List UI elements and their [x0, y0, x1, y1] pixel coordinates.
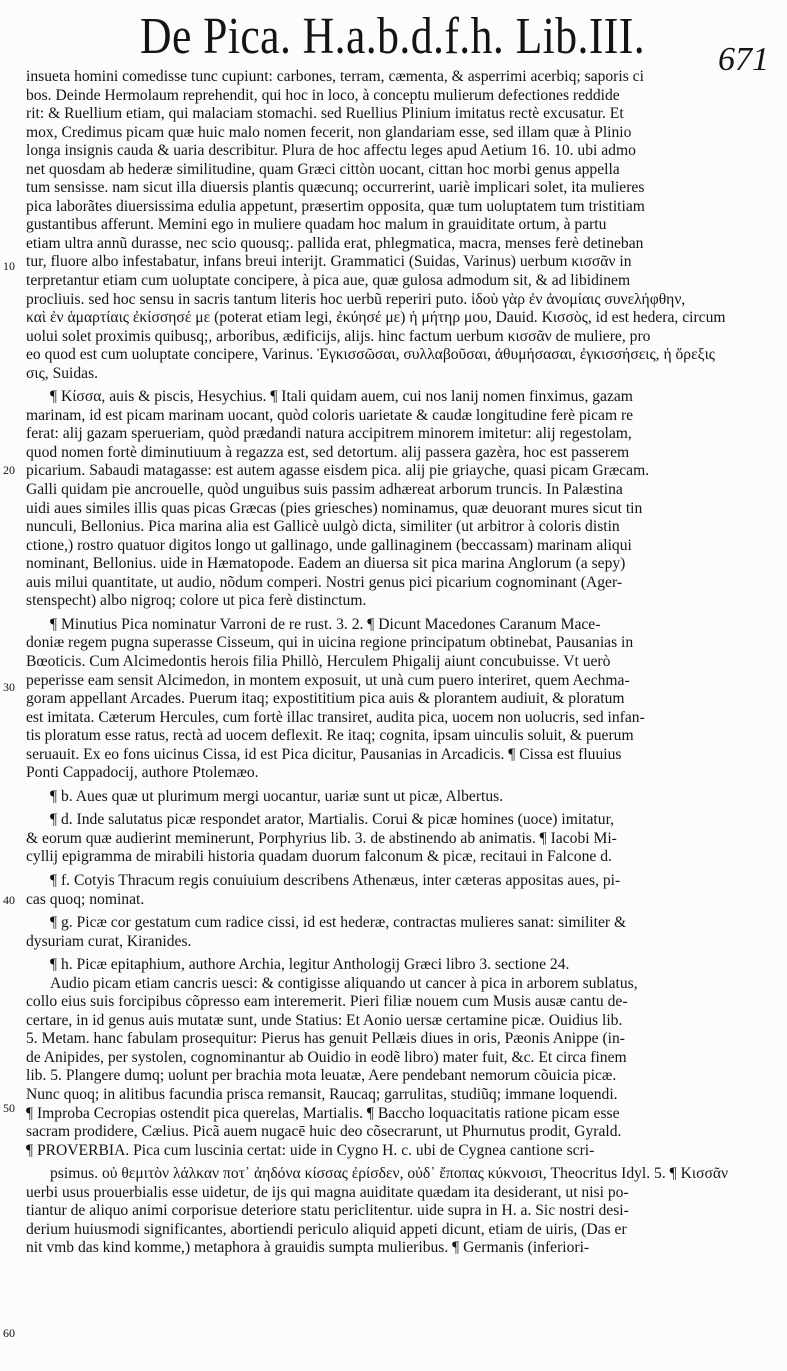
- text-line: lib. 5. Plangere dumq; uolunt per brachia mota leuatæ, Aere pendebant nemorum cõuicia picæ.: [26, 1067, 617, 1085]
- text-line: uolui solet proximis quibusq;, arboribus, ædificijs, alijs. hinc factum uerbum κισσᾶν de muliere, pro: [26, 327, 651, 345]
- text-line: seruauit. Ex eo fons uicinus Cissa, id est Pica dicitur, Pausanias in Arcadicis. ¶ Cissa est fluuius: [26, 745, 622, 763]
- text-line: tis ploratum esse ratus, rectà ad uocem deflexit. Re itaq; cognita, ipsam uinculis soluit, & puerum: [26, 727, 634, 745]
- text-line: ¶ PROVERBIA. Pica cum luscinia certat: uide in Cygno H. c. ubi de Cygnea cantione scri-: [26, 1141, 595, 1159]
- text-line: Nunc quoq; in alitibus facundia prisca remansit, Raucaq; garrulitas, studiũq; immane loquendi.: [26, 1085, 618, 1103]
- paragraph-start-line: ¶ f. Cotyis Thracum regis conuiuium describens Athenæus, inter cæteras appositas aues, pi-: [50, 871, 621, 889]
- paragraph-start-line: ¶ h. Picæ epitaphium, authore Archia, legitur Anthologij Græci libro 3. sectione 24.: [50, 956, 570, 974]
- text-line: insueta homini comedisse tunc cupiunt: carbones, terram, cæmenta, & asperrimi acerbiq; saporis ci: [26, 68, 644, 85]
- text-line: marinam, id est picam marinam uocant, quòd coloris uarietate & caudæ longitudine ferè picam re: [26, 406, 634, 424]
- text-line: longa insignis cauda & uaria describitur. Plura de hoc affectu leges apud Aetium 16. 10. ubi admo: [26, 142, 636, 160]
- paragraph-start-line: ¶ Κίσσα, auis & piscis, Hesychius. ¶ Itali quidam auem, cui nos lanij nomen finximus, gazam: [50, 388, 633, 406]
- text-line: de Anipides, per systolen, cognominantur ab Ouidio in eodẽ libro) mater fuit, &c. Et circa finem: [26, 1048, 627, 1066]
- text-line: Audio picam etiam cancris uesci: & contigisse aliquando ut cancer à pica in arborem sublatus,: [50, 974, 638, 992]
- text-line: cas quoq; nominat.: [26, 890, 145, 908]
- margin-line-number: 40: [3, 893, 15, 907]
- text-line: doniæ regem pugna superasse Cisseum, qui in uicina regione principatum obtinebat, Pausanias in: [26, 634, 634, 652]
- text-line: mox, Credimus picam quæ huic malo nomen fecerit, non glandariam esse, sed illam quæ à Plinio: [26, 123, 632, 141]
- paragraph-start-line: ¶ Minutius Pica nominatur Varroni de re rust. 3. 2. ¶ Dicunt Macedones Caranum Mace-: [50, 615, 601, 633]
- margin-line-number: 10: [3, 259, 15, 273]
- paragraph-start-line: ¶ g. Picæ cor gestatum cum radice cissi, id est hederæ, contractas mulieres sanat: similiter &: [50, 914, 627, 932]
- text-line: certare, in id genus auis mutatæ sunt, unde Statius: Et Aonio uersæ certamine picæ. Ouidius lib.: [26, 1011, 623, 1029]
- text-line: uerbi usus prouerbialis esse uidetur, de ijs qui magna auiditate quædam ita desiderant, ut nisi po-: [26, 1183, 629, 1201]
- text-line: Ponti Cappadocij, authore Ptolemæo.: [26, 764, 259, 782]
- text-line: quod nomen fortè diminutiuum à regazza est, sed detortum. alij passera gazèra, hoc est passerem: [26, 443, 630, 461]
- text-line: tur, fluore albo infestabatur, infans breui interijt. Grammatici (Suidas, Varinus) uerbum κισσᾶν in: [26, 253, 632, 271]
- text-line: picarium. Sabaudi matagasse: est autem agasse eisdem pica. alij pie griayche, quasi picam Græcam.: [26, 462, 650, 480]
- paragraph-start-line: ¶ b. Aues quæ ut plurimum mergi uocantur, uariæ sunt ut picæ, Albertus.: [50, 787, 504, 805]
- text-line: pica laborãtes diuersissima edulia appetunt, præsertim opposita, quæ tum uoluptatem tum tristitiam: [26, 197, 645, 215]
- text-line: Bœoticis. Cum Alcimedontis herois filia Phillò, Herculem Phigalij aiunt concubuisse. Vt uerò: [26, 652, 611, 670]
- text-line: terpretantur etiam cum uoluptate concipere, à pica aue, quæ gulosa admodum sit, & ad libidinem: [26, 272, 631, 290]
- text-line: rit: & Ruellium etiam, qui malaciam stomachi. sed Ruellius Plinium imitatus rectè excusatur. Et: [26, 105, 624, 123]
- margin-line-number: 30: [3, 680, 15, 694]
- body-text: [26, 68, 781, 1276]
- text-line: 5. Metam. hanc fabulam prosequitur: Pierus has genuit Pellæis diues in oris, Pæonis Anippe (in-: [26, 1030, 625, 1048]
- text-line: derium huiusmodi significantes, abortiendi periculo aliquid appeti dicunt, etiam de uiris, (Das er: [26, 1220, 627, 1238]
- text-line: dysuriam curat, Kiranides.: [26, 932, 192, 950]
- page-number: 671: [718, 41, 769, 78]
- text-line: peperisse eam sensit Alcimedon, in montem exposuit, ut unà cum puero interiret, quem Aechma-: [26, 671, 630, 689]
- text-line: nunculi, Bellonius. Pica marina alia est Gallicè uulgò dicta, similiter (ut arbitror à coloris distin: [26, 518, 620, 536]
- text-line: ctione,) rostro quatuor digitos longo ut gallinago, unde gallinaginem (beccassam) marinam aliqui: [26, 536, 632, 554]
- text-line: eo quod est cum uoluptate concipere, Varinus. Ἐγκισσῶσαι, συλλαβοῦσαι, ἀθυμήσασαι, ἐγκισσήσεις, ἡ ὄρεξις: [26, 346, 715, 364]
- text-line: tiantur de aliquo animi corporisue deteriore statu periclitentur. uide supra in H. a. Sic nostri desi-: [26, 1202, 629, 1220]
- margin-line-number: 60: [3, 1326, 15, 1340]
- text-line: & eorum quæ audierint meminerunt, Porphyrius lib. 3. de abstinendo ab animatis. ¶ Iacobi Mi-: [26, 829, 617, 847]
- text-line: nit vmb das kind komme,) metaphora à grauidis sumpta mulieribus. ¶ Germanis (inferiori-: [26, 1239, 590, 1257]
- margin-line-number: 50: [3, 1101, 15, 1115]
- text-line: cyllij epigramma de mirabili historia quadam duorum falconum & picæ, recitaui in Falcone d.: [26, 848, 612, 866]
- margin-line-number: 20: [3, 463, 15, 477]
- text-line: tum sensisse. nam sicut illa diuersis plantis quæcunq; occurrerint, uariè implicari solet, ita mulieres: [26, 179, 645, 197]
- text-line: ferat: alij gazam sperueriam, quòd prædandi natura accipitrem minorem imitetur: alij regestolam,: [26, 425, 632, 443]
- paragraph-start-line: ¶ d. Inde salutatus picæ respondet arator, Martialis. Corui & picæ homines (uoce) imitatur,: [50, 811, 615, 829]
- text-line: Galli quidam pie ancrouelle, quòd unguibus suis passim adhæreat arborum truncis. In Palæstina: [26, 481, 623, 499]
- text-line: [26, 1258, 781, 1277]
- text-line: collo eius suis forcipibus cõpresso eam interemerit. Pieri filiæ nouem cum Musis ausæ cantu de-: [26, 993, 628, 1011]
- text-line: bos. Deinde Hermolaum reprehendit, qui hoc in loco, à conceptu mulierum defectiones reddide: [26, 86, 620, 104]
- paragraph-start-line: psimus. οὐ θεμιτὸν λάλκαν ποτ᾽ ἀηδόνα κίσσας ἐρίσδεν, οὐδ᾽ ἔποπας κύκνοισι, Theocritus Idyl. 5. ¶ Κισσᾶν: [50, 1165, 729, 1183]
- text-line: καὶ ἐν ἁμαρτίαις ἐκίσσησέ με (poterat etiam legi, ἐκύησέ με) ἡ μήτηρ μου, Dauid. Κισσὸς, id est hedera, circum: [26, 309, 726, 327]
- text-line: gustantibus afferunt. Memini ego in muliere quadam hoc malum in grauiditate ortum, à partu: [26, 216, 607, 234]
- text-line: procliuis. sed hoc sensu in sacris tantum literis hoc uerbũ reperiri puto. ἰδοὺ γὰρ ἐν ἀνομίαις συνελήφθην,: [26, 290, 686, 308]
- text-line: est imitata. Cæterum Hercules, cum fortè illac transiret, audita pica, uocem non uolucris, sed infan-: [26, 708, 645, 726]
- text-line: etiam ultra annũ durasse, nec scio quousq;. pallida erat, phlegmatica, macra, menses ferè detineban: [26, 234, 644, 252]
- text-line: auis milui quantitate, ut audio, nõdum comperi. Nostri genus pici picarium cognominant (Ager-: [26, 573, 623, 591]
- text-line: nominant, Bellonius. uide in Hæmatopode. Eadem an diuersa sit pica marina Anglorum (a sepy): [26, 555, 626, 573]
- text-line: stenspecht) albo nigroq; colore ut pica ferè distinctum.: [26, 592, 367, 610]
- text-line: net quosdam ab hederæ similitudine, quam Græci cittòn uocant, cittan hoc morbi genus appella: [26, 160, 620, 178]
- running-title: De Pica. H.a.b.d.f.h. Lib.III.: [140, 8, 646, 65]
- text-line: σις, Suidas.: [26, 364, 99, 382]
- text-line: goram appellant Arcades. Puerum itaq; expostititium pica auis & plorantem audiuit, & ploratum: [26, 690, 625, 708]
- text-line: uidi aues similes illis quas picas Græcas (pies griesches) nominamus, quæ deuorant mures sicut tin: [26, 499, 643, 517]
- text-line: sacram prodidere, Cælius. Picã auem nugacē huic deo cõsecrarunt, ut Phurnutus prodit, Gyrald.: [26, 1123, 622, 1141]
- text-line: ¶ Improba Cecropias ostendit pica querelas, Martialis. ¶ Baccho loquacitatis ratione picam esse: [26, 1104, 620, 1122]
